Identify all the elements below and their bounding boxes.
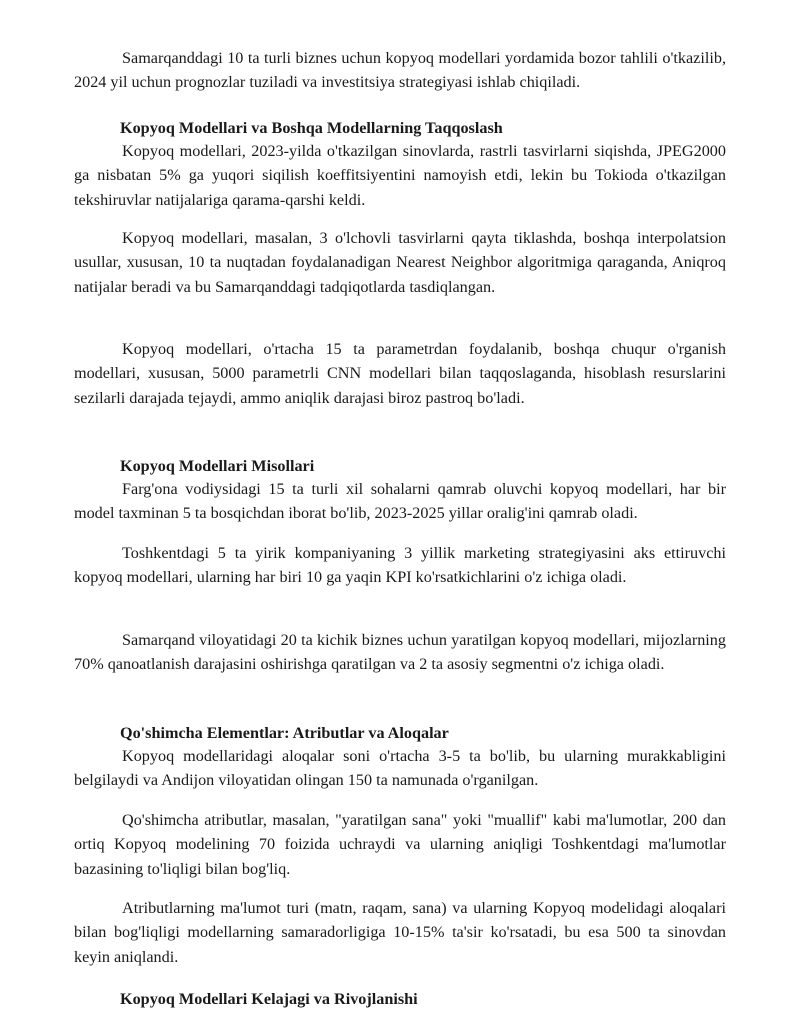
section-examples-p3: [74, 628, 726, 677]
section-paragraph: Samarqand viloyatidagi 20 ta kichik biznes uchun yaratilgan kopyoq modellari, mijozlarning 70% qanoatlanish darajasini oshirishga qaratilgan va 2 ta asosiy segmentni o'z ichiga oladi.: [74, 631, 726, 674]
section-paragraph: Kopyoq modellari, 2023-yilda o'tkazilgan sinovlarda, rastrli tasvirlarni siqishda, JPEG2000 ga nisbatan 5% ga yuqori siqilish koeffitsiyentini namoyish etdi, lekin bu Tokioda o'tkazilgan tekshiruvlar natijalariga qarama-qarshi keldi.: [74, 142, 726, 209]
section-future: [74, 988, 726, 1010]
intro-paragraph: Samarqanddagi 10 ta turli biznes uchun kopyoq modellari yordamida bozor tahlili o'tkazilib, 2024 yil uchun prognozlar tuziladi va investitsiya strategiyasi ishlab chiqiladi.: [74, 49, 726, 92]
section-heading: Kopyoq Modellari Misollari: [120, 457, 315, 475]
section-attributes-p3: [74, 896, 726, 969]
section-comparison-p2: [74, 226, 726, 299]
section-examples-p2: [74, 541, 726, 590]
section-heading: Kopyoq Modellari va Boshqa Modellarning Taqqoslash: [120, 119, 503, 137]
section-attributes: [74, 722, 726, 793]
section-paragraph: Qo'shimcha atributlar, masalan, "yaratilgan sana" yoki "muallif" kabi ma'lumotlar, 200 dan ortiq Kopyoq modelining 70 foizida uchraydi va ularning aniqligi Toshkentdagi ma'lumotlar bazasining to'liqligi bilan bog'liq.: [74, 811, 726, 878]
section-heading: Qo'shimcha Elementlar: Atributlar va Aloqalar: [120, 724, 449, 742]
section-paragraph: Kopyoq modellaridagi aloqalar soni o'rtacha 3-5 ta bo'lib, bu ularning murakkabligini belgilaydi va Andijon viloyatidan olingan 150 ta namunada o'rganilgan.: [74, 747, 726, 790]
section-paragraph: Toshkentdagi 5 ta yirik kompaniyaning 3 yillik marketing strategiyasini aks ettiruvchi kopyoq modellari, ularning har biri 10 ga yaqin KPI ko'rsatkichlarini o'z ichiga oladi.: [74, 544, 726, 587]
section-paragraph: Atributlarning ma'lumot turi (matn, raqam, sana) va ularning Kopyoq modelidagi aloqalari bilan bog'liqligi modellarning samaradorligiga 10-15% ta'sir ko'rsatadi, bu esa 500 ta sinovdan keyin aniqlandi.: [74, 899, 726, 966]
section-paragraph: Farg'ona vodiysidagi 15 ta turli xil sohalarni qamrab oluvchi kopyoq modellari, har bir model taxminan 5 ta bosqichdan iborat bo'lib, 2023-2025 yillar oralig'ini qamrab oladi.: [74, 480, 726, 523]
section-examples: [74, 455, 726, 526]
section-heading: Kopyoq Modellari Kelajagi va Rivojlanishi: [120, 990, 418, 1008]
intro-block: [74, 46, 726, 95]
section-attributes-p2: [74, 808, 726, 881]
section-comparison-p3: [74, 337, 726, 410]
section-paragraph: Kopyoq modellari, o'rtacha 15 ta parametrdan foydalanib, boshqa chuqur o'rganish modellari, xususan, 5000 parametrli CNN modellari bilan taqqoslaganda, hisoblash resurslarini sezilarli darajada tejaydi, ammo aniqlik darajasi biroz pastroq bo'ladi.: [74, 340, 726, 407]
section-comparison: [74, 117, 726, 212]
section-paragraph: Kopyoq modellari, masalan, 3 o'lchovli tasvirlarni qayta tiklashda, boshqa interpolatsion usullar, xususan, 10 ta nuqtadan foydalanadigan Nearest Neighbor algoritmiga qaraganda, Aniqroq natijalar beradi va bu Samarqanddagi tadqiqotlarda tasdiqlangan.: [74, 229, 726, 296]
